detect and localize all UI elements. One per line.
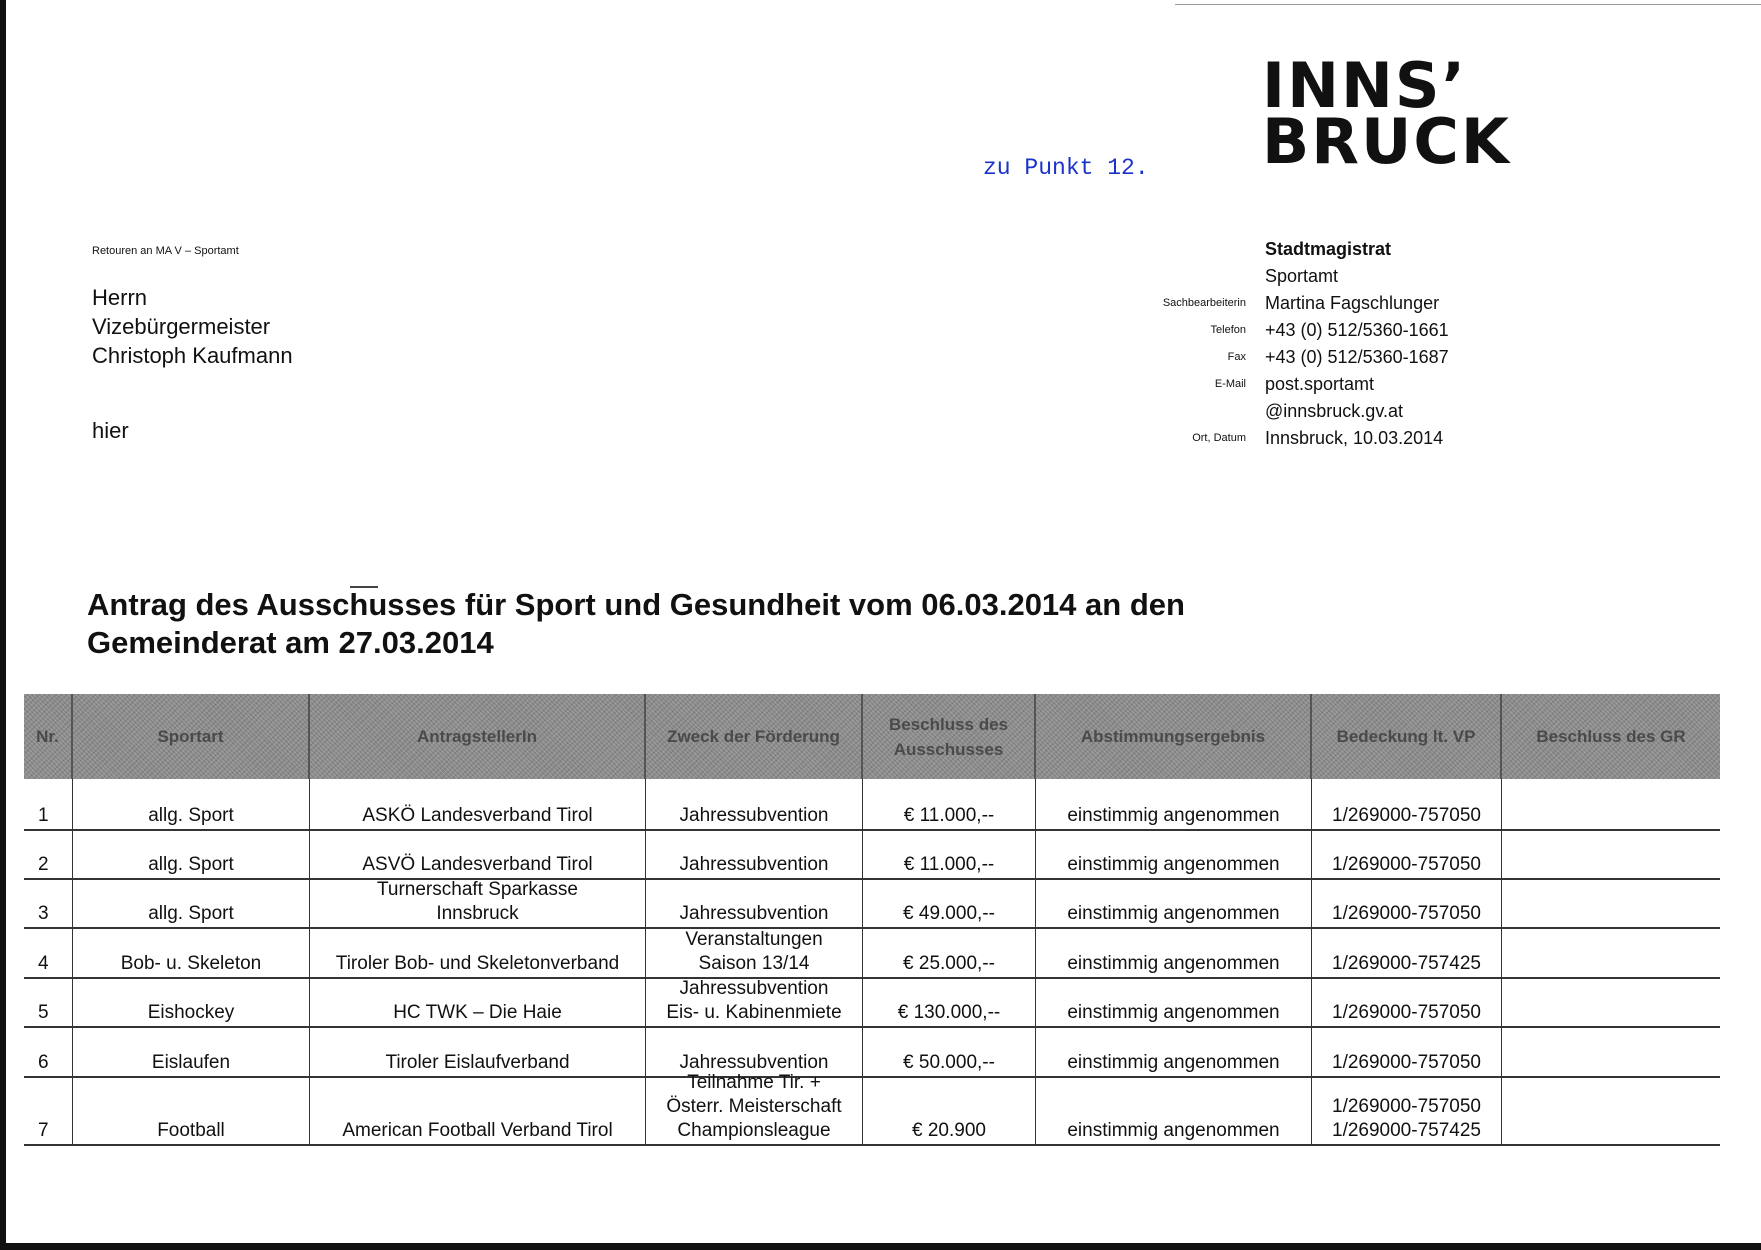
cell-antragsteller: ASVÖ Landesverband Tirol [310,829,646,878]
cell-zweck: Jahressubvention [646,829,863,878]
cell-abstimmung: einstimmig angenommen [1036,1026,1312,1076]
office-value: +43 (0) 512/5360-1687 [1265,347,1449,367]
cell-beschluss-gr [1502,927,1720,977]
cell-bedeckung: 1/269000-757050 [1312,878,1502,927]
cell-bedeckung: 1/269000-757050 [1312,1026,1502,1076]
cell-betrag: € 11.000,-- [863,829,1036,878]
cell-antragsteller: Turnerschaft Sparkasse Innsbruck [310,878,646,927]
table-header [24,694,1720,779]
header-nr: Nr. [24,694,73,779]
cell-sportart: Bob- u. Skeleton [73,927,310,977]
cell-abstimmung: einstimmig angenommen [1036,927,1312,977]
office-value: Martina Fagschlunger [1265,293,1440,313]
title-line-1: Antrag des Ausschusses für Sport und Gesundheit vom 06.03.2014 an den [87,587,1185,622]
office-org: Stadtmagistrat [1265,239,1392,259]
cell-antragsteller: Tiroler Bob- und Skeletonverband [310,927,646,977]
header-zweck: Zweck der Förderung [646,694,863,779]
cell-zweck: Jahressubvention [646,878,863,927]
return-address: Retouren an MA V – Sportamt [92,245,239,257]
cell-betrag: € 25.000,-- [863,927,1036,977]
cell-antragsteller: Tiroler Eislaufverband [310,1026,646,1076]
office-value: Innsbruck, 10.03.2014 [1265,428,1444,448]
cell-betrag: € 49.000,-- [863,878,1036,927]
cell-antragsteller: HC TWK – Die Haie [310,977,646,1026]
header-beschluss-gr: Beschluss des GR [1536,727,1686,746]
cell-sportart: Eislaufen [73,1026,310,1076]
cell-bedeckung: 1/269000-757050 [1312,829,1502,878]
office-label: Ort, Datum [1192,432,1246,444]
cell-bedeckung: 1/269000-757050 1/269000-757425 [1312,1076,1502,1144]
logo-line-2: BRUCK [1262,105,1511,178]
cell-sportart: Eishockey [73,977,310,1026]
cell-betrag: € 20.900 [863,1076,1036,1144]
cell-abstimmung: einstimmig angenommen [1036,779,1312,829]
page-border-bottom [0,1243,1761,1250]
cell-abstimmung: einstimmig angenommen [1036,1076,1312,1144]
header-bedeckung: Bedeckung lt. VP [1312,694,1502,779]
cell-zweck: Jahressubvention [646,1026,863,1076]
cell-zweck: Jahressubvention Eis- u. Kabinenmiete [646,977,863,1026]
title-line-2: Gemeinderat am 27.03.2014 [87,625,494,660]
header-beschluss-ausschuss: Beschluss des Ausschusses [863,694,1036,779]
cell-bedeckung: 1/269000-757050 [1312,977,1502,1026]
cell-nr: 6 [24,1026,73,1076]
recipient-address [92,283,293,370]
cell-antragsteller: American Football Verband Tirol [310,1076,646,1144]
header-abstimmung: Abstimmungsergebnis [1036,694,1312,779]
office-value: post.sportamt [1265,374,1375,394]
table-row [24,927,1720,979]
cell-beschluss-gr [1502,1026,1720,1076]
office-label: Telefon [1210,324,1246,336]
table-row [24,1026,1720,1078]
cell-bedeckung: 1/269000-757425 [1312,927,1502,977]
table-row [24,779,1720,831]
cell-betrag: € 50.000,-- [863,1026,1036,1076]
cell-betrag: € 130.000,-- [863,977,1036,1026]
recipient-line: Herrn [92,285,148,310]
office-dept: Sportamt [1265,266,1339,286]
cell-zweck: Veranstaltungen Saison 13/14 [646,927,863,977]
cell-beschluss-gr [1502,829,1720,878]
cell-sportart: Football [73,1076,310,1144]
cell-beschluss-gr [1502,1076,1720,1144]
agenda-item-note: zu Punkt 12. [983,155,1149,181]
page-border-top [1175,4,1761,5]
cell-nr: 3 [24,878,73,927]
office-label: Sachbearbeiterin [1162,297,1246,309]
cell-abstimmung: einstimmig angenommen [1036,878,1312,927]
cell-beschluss-gr [1502,779,1720,829]
cell-sportart: allg. Sport [73,779,310,829]
cell-zweck: Teilnahme Tir. + Österr. Meisterschaft Championsleague [646,1076,863,1144]
office-info [1265,236,1449,452]
cell-beschluss-gr [1502,878,1720,927]
office-value: @innsbruck.gv.at [1265,401,1403,421]
cell-abstimmung: einstimmig angenommen [1036,829,1312,878]
cell-nr: 4 [24,927,73,977]
page-border-left [0,0,6,1250]
table-row [24,829,1720,880]
cell-sportart: allg. Sport [73,878,310,927]
header-sportart: Sportart [73,694,310,779]
cell-antragsteller: ASKÖ Landesverband Tirol [310,779,646,829]
recipient-line: Christoph Kaufmann [92,343,293,368]
cell-beschluss-gr [1502,977,1720,1026]
office-value: +43 (0) 512/5360-1661 [1265,320,1449,340]
cell-sportart: allg. Sport [73,829,310,878]
table-row [24,1072,1720,1146]
table-row [24,977,1720,1028]
cell-betrag: € 11.000,-- [863,779,1036,829]
office-label: E-Mail [1214,378,1246,390]
table-row [24,878,1720,929]
recipient-location: hier [92,418,129,443]
cell-abstimmung: einstimmig angenommen [1036,977,1312,1026]
office-label: Fax [1227,351,1246,363]
cell-nr: 1 [24,779,73,829]
cell-nr: 7 [24,1076,73,1144]
cell-nr: 5 [24,977,73,1026]
recipient-line: Vizebürgermeister [92,314,271,339]
cell-zweck: Jahressubvention [646,779,863,829]
logo-line-1: INNS’ [1262,49,1468,122]
cell-nr: 2 [24,829,73,878]
document-title [87,586,1185,662]
city-logo [1262,49,1511,178]
header-antragsteller: AntragstellerIn [310,694,646,779]
cell-bedeckung: 1/269000-757050 [1312,779,1502,829]
